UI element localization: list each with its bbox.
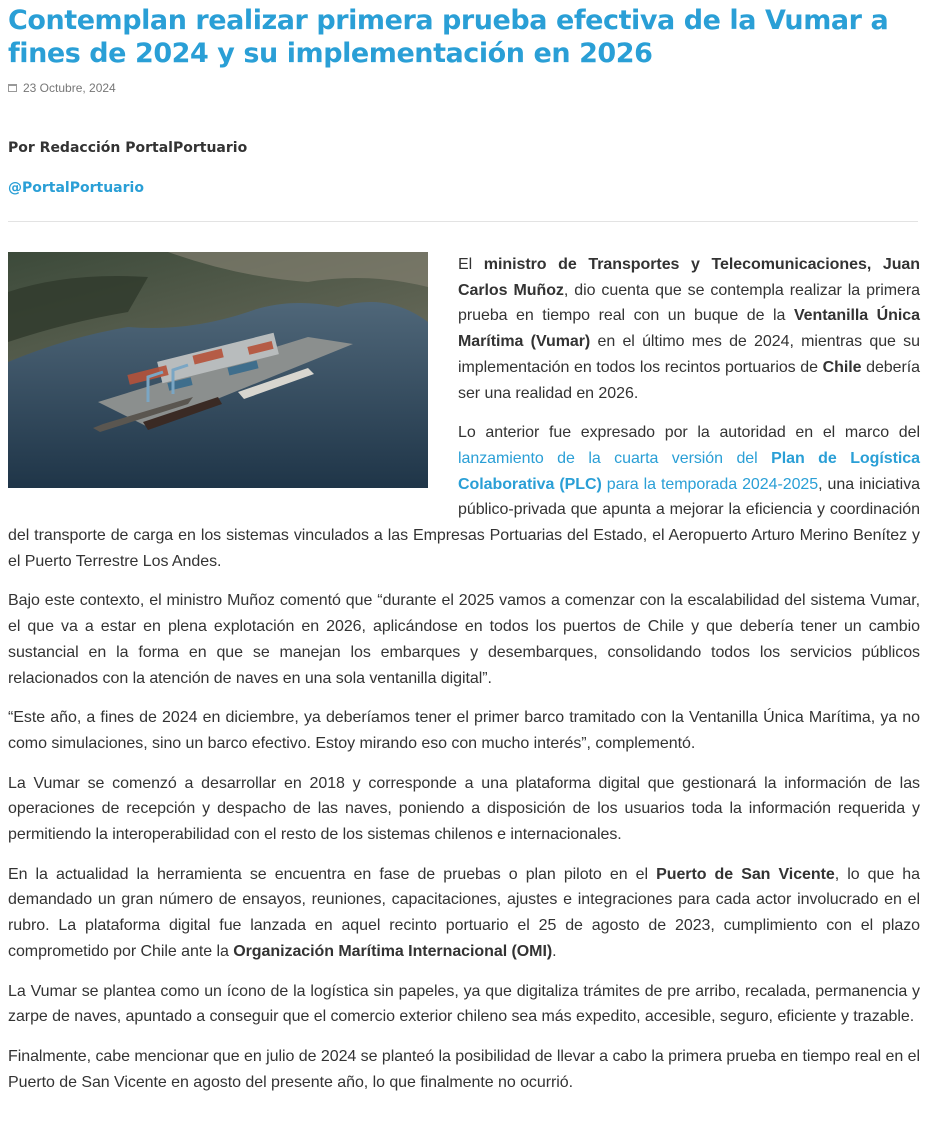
date-text: 23 Octubre, 2024 [23,81,116,95]
author-byline: Por Redacción PortalPortuario [8,140,248,156]
paragraph-7: La Vumar se plantea como un ícono de la logística sin papeles, ya que digitaliza trámites de pre arribo, recalada, permanencia y zarpe de naves, apuntado a conseguir que el comercio exterior chileno sea más expedito, accesible, seguro, eficiente y trazable. [8,982,920,1026]
article [8,4,920,1095]
paragraph-3: Bajo este contexto, el ministro Muñoz comentó que “durante el 2025 vamos a comenzar con la escalabilidad del sistema Vumar, el que va a estar en plena explotación en 2026, aplicándose en todos los puertos de Chile y que debería tener un cambio sustancial en la forma en que se manejan los embarques y desembarques, consolidando todos los servicios públicos relacionados con la atención de naves en una sola ventanilla digital”. [8,592,920,687]
article-title: Contemplan realizar primera prueba efectiva de la Vumar a fines de 2024 y su implementación en 2026 [8,5,889,69]
paragraph-2: Lo anterior fue expresado por la autoridad en el marco del lanzamiento de la cuarta versión del Plan de Logística Colaborativa (PLC) para la temporada 2024-2025, una iniciativa público-privada que apunta a mejorar la eficiencia y coordinación del transporte de carga en los sistemas vinculados a las Empresas Portuarias del Estado, el Aeropuerto Arturo Merino Benítez y el Puerto Terrestre Los Andes. [8,424,920,570]
article-date [8,80,920,96]
paragraph-1: El ministro de Transportes y Telecomunicaciones, Juan Carlos Muñoz, dio cuenta que se contempla realizar la primera prueba en tiempo real con un buque de la Ventanilla Única Marítima (Vumar) en el último mes de 2024, mientras que su implementación en todos los recintos portuarios de Chile debería ser una realidad en 2026. [458,256,921,402]
twitter-handle-link[interactable]: @PortalPortuario [8,180,144,196]
paragraph-5: La Vumar se comenzó a desarrollar en 2018 y corresponde a una plataforma digital que gestionará la información de las operaciones de recepción y despacho de las naves, poniendo a disposición de los usuarios toda la información requerida y permitiendo la interoperabilidad con el resto de los sistemas chilenos e internacionales. [8,774,920,844]
paragraph-8: Finalmente, cabe mencionar que en julio de 2024 se planteó la posibilidad de llevar a cabo la primera prueba en tiempo real en el Puerto de San Vicente en agosto del presente año, lo que finalmente no ocurrió. [8,1047,920,1091]
article-photo [8,252,428,488]
paragraph-4: “Este año, a fines de 2024 en diciembre, ya deberíamos tener el primer barco tramitado con la Ventanilla Única Marítima, ya no como simulaciones, sino un barco efectivo. Estoy mirando eso con mucho interés”, complementó. [8,709,920,752]
article-body [8,252,920,1095]
plc-launch-link[interactable]: lanzamiento de la cuarta versión del Plan de Logística Colaborativa (PLC) para la temporada 2024-2025 [458,449,920,493]
calendar-icon [8,84,17,92]
divider [8,221,918,222]
paragraph-6: En la actualidad la herramienta se encuentra en fase de pruebas o plan piloto en el Puerto de San Vicente, lo que ha demandado un gran número de ensayos, reuniones, capacitaciones, ajustes e integraciones para cada actor involucrado en el rubro. La plataforma digital fue lanzada en aquel recinto portuario el 25 de agosto de 2023, cumplimiento con el plazo comprometido por Chile ante la Organización Marítima Internacional (OMI). [8,865,921,960]
